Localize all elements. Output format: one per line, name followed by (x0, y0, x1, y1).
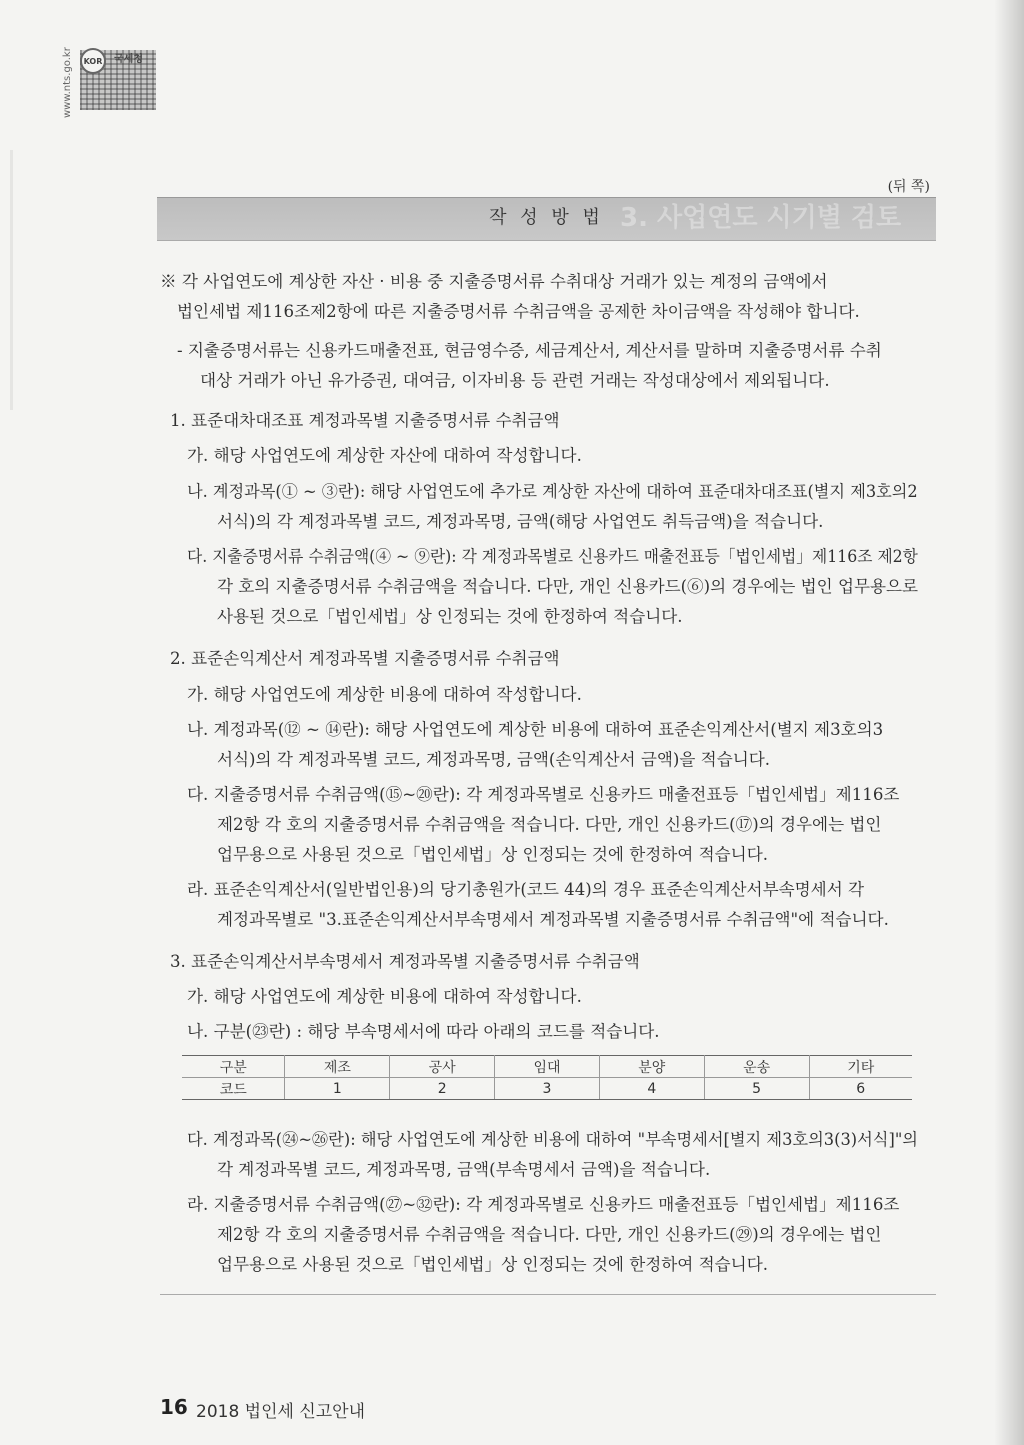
section-3-item-da-line-1: 다. 계정과목(㉔~㉖란): 해당 사업연도에 계상한 비용에 대하여 "부속명세서[별지 제3호의3(3)서식]"의 (187, 1130, 918, 1149)
section-1-item-na-line-1: 나. 계정과목(① ~ ③란): 해당 사업연도에 추가로 계상한 자산에 대하여 표준대차대조표(별지 제3호의2 (187, 482, 918, 501)
section-3-item-na: 나. 구분(㉓란) : 해당 부속명세서에 따라 아래의 코드를 적습니다. (187, 1022, 660, 1041)
section-2-item-ra-line-1: 라. 표준손익계산서(일반법인용)의 당기총원가(코드 44)의 경우 표준손익계산서부속명세서 각 (187, 880, 865, 899)
page-side-label: (뒤 쪽) (887, 179, 930, 195)
section-2-item-na-line-1: 나. 계정과목(⑫ ~ ⑭란): 해당 사업연도에 계상한 비용에 대하여 표준손익계산서(별지 제3호의3 (187, 720, 884, 739)
code-table-header-row (182, 1056, 912, 1078)
table-cell: 3 (495, 1078, 600, 1100)
section-3-item-da-line-2: 각 계정과목별 코드, 계정과목명, 금액(부속명세서 금액)을 적습니다. (217, 1160, 711, 1179)
nts-url-label: www.nts.go.kr (62, 47, 73, 118)
table-cell: 코드 (182, 1078, 285, 1100)
section-title: 작 성 방 법 (489, 207, 604, 228)
section-2-item-da-line-2: 제2항 각 호의 지출증명서류 수취금액을 적습니다. 다만, 개인 신용카드(⑰)의 경우에는 법인 (217, 815, 882, 834)
table-cell: 6 (809, 1078, 912, 1100)
table-cell: 1 (285, 1078, 390, 1100)
section-3-title: 3. 표준손익계산서부속명세서 계정과목별 지출증명서류 수취금액 (170, 952, 640, 971)
page-edge-shadow (994, 0, 1024, 1445)
section-2-item-da-line-3: 업무용으로 사용된 것으로「법인세법」상 인정되는 것에 한정하여 적습니다. (217, 845, 768, 864)
table-cell: 임대 (495, 1056, 600, 1078)
note-line-1: ※ 각 사업연도에 계상한 자산 · 비용 중 지출증명서류 수취대상 거래가 있는 계정의 금액에서 (160, 272, 828, 291)
table-cell: 분양 (599, 1056, 704, 1078)
section-3-item-ra-line-1: 라. 지출증명서류 수취금액(㉗~㉜란): 각 계정과목별로 신용카드 매출전표등「법인세법」제116조 (187, 1195, 900, 1214)
nts-logo-icon: KOR (80, 48, 106, 74)
divider (160, 1294, 936, 1295)
section-1-item-da-line-2: 각 호의 지출증명서류 수취금액을 적습니다. 다만, 개인 신용카드(⑥)의 경우에는 법인 업무용으로 (217, 577, 918, 596)
scan-artifact (10, 150, 13, 410)
section-3-item-ra-line-2: 제2항 각 호의 지출증명서류 수취금액을 적습니다. 다만, 개인 신용카드(㉙)의 경우에는 법인 (217, 1225, 882, 1244)
page-number: 16 (160, 1395, 188, 1419)
code-table-code-row (182, 1078, 912, 1100)
table-cell: 2 (390, 1078, 495, 1100)
exclusion-line-1: - 지출증명서류는 신용카드매출전표, 현금영수증, 세금계산서, 계산서를 말하며 지출증명서류 수취 (177, 341, 882, 360)
section-2-item-ra-line-2: 계정과목별로 "3.표준손익계산서부속명세서 계정과목별 지출증명서류 수취금액"에 적습니다. (217, 910, 889, 929)
code-table (182, 1055, 912, 1100)
section-1-item-da-line-1: 다. 지출증명서류 수취금액(④ ~ ⑨란): 각 계정과목별로 신용카드 매출전표등「법인세법」제116조 제2항 (187, 547, 918, 566)
table-cell: 5 (704, 1078, 809, 1100)
section-1-item-ga: 가. 해당 사업연도에 계상한 자산에 대하여 작성합니다. (187, 446, 582, 465)
note-line-2: 법인세법 제116조제2항에 따른 지출증명서류 수취금액을 공제한 차이금액을 작성해야 합니다. (177, 302, 860, 321)
section-2-item-da-line-1: 다. 지출증명서류 수취금액(⑮~⑳란): 각 계정과목별로 신용카드 매출전표등「법인세법」제116조 (187, 785, 900, 804)
table-cell: 기타 (809, 1056, 912, 1078)
table-cell: 운송 (704, 1056, 809, 1078)
section-2-title: 2. 표준손익계산서 계정과목별 지출증명서류 수취금액 (170, 649, 560, 668)
exclusion-line-2: 대상 거래가 아닌 유가증권, 대여금, 이자비용 등 관련 거래는 작성대상에서 제외됩니다. (200, 371, 830, 390)
section-2-item-ga: 가. 해당 사업연도에 계상한 비용에 대하여 작성합니다. (187, 685, 582, 704)
section-2-item-na-line-2: 서식)의 각 계정과목별 코드, 계정과목명, 금액(손익계산서 금액)을 적습니다. (217, 750, 771, 769)
table-cell: 제조 (285, 1056, 390, 1078)
section-3-item-ra-line-3: 업무용으로 사용된 것으로「법인세법」상 인정되는 것에 한정하여 적습니다. (217, 1255, 768, 1274)
section-1-item-da-line-3: 사용된 것으로「법인세법」상 인정되는 것에 한정하여 적습니다. (217, 607, 683, 626)
section-3-item-ga: 가. 해당 사업연도에 계상한 비용에 대하여 작성합니다. (187, 987, 582, 1006)
show-through-text: 3. 사업연도 시기별 검토 (620, 203, 902, 233)
nts-org-label: 국세청 (114, 54, 143, 65)
table-cell: 4 (599, 1078, 704, 1100)
table-cell: 공사 (390, 1056, 495, 1078)
section-1-title: 1. 표준대차대조표 계정과목별 지출증명서류 수취금액 (170, 411, 560, 430)
table-cell: 구분 (182, 1056, 285, 1078)
section-1-item-na-line-2: 서식)의 각 계정과목별 코드, 계정과목명, 금액(해당 사업연도 취득금액)을 적습니다. (217, 512, 824, 531)
publication-title: 2018 법인세 신고안내 (196, 1402, 366, 1422)
